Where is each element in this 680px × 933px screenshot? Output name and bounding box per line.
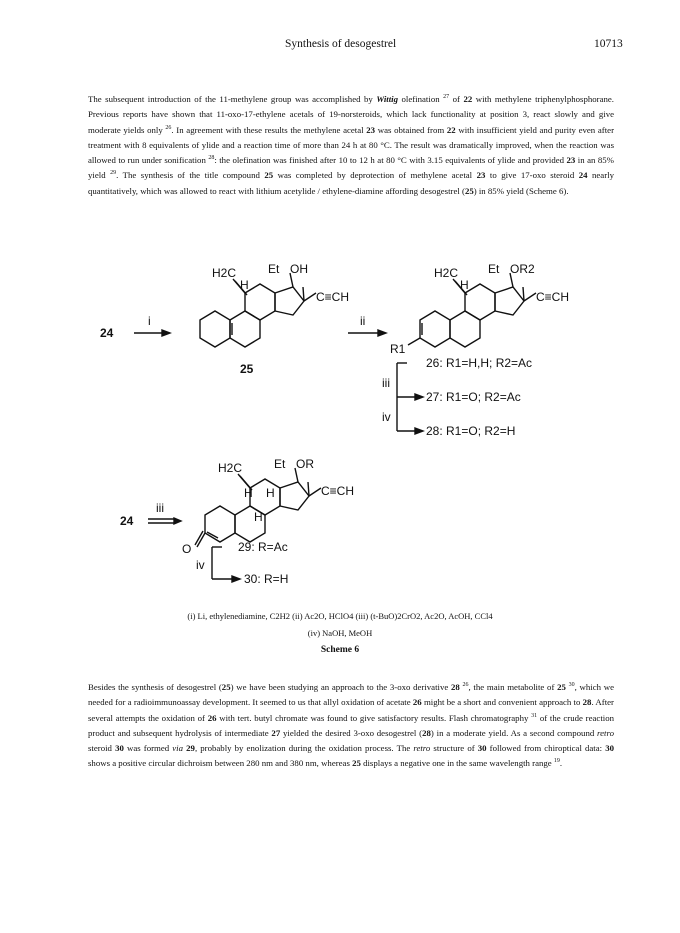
compound-ref: 27: [271, 727, 281, 738]
compound-ref: 29: [186, 743, 195, 754]
compound-label-25: 25: [240, 362, 254, 376]
citation: 26: [462, 682, 469, 689]
citation: 26: [165, 124, 172, 131]
steroid-29-30-structure: [195, 468, 321, 547]
scheme-reagents-2: (iv) NaOH, MeOH: [307, 628, 373, 638]
citation: 29: [110, 170, 117, 177]
compound-28-entry: 28: R1=O; R2=H: [426, 424, 516, 438]
compound-label-24: 24: [100, 326, 114, 340]
step-label-iii: iii: [382, 376, 390, 390]
step-label-iii-bottom: iii: [156, 501, 164, 515]
steroid-26-28-structure: [408, 273, 536, 347]
compound-ref: 23: [366, 124, 376, 135]
compound-ref: 24: [578, 170, 588, 181]
compound-label-24-bottom: 24: [120, 514, 134, 528]
compound-ref: 22: [463, 94, 473, 104]
compound-ref: 28: [451, 682, 460, 692]
compound-ref: 25: [264, 170, 274, 181]
compound-30-entry: 30: R=H: [244, 572, 289, 586]
paragraph-olefination: The subsequent introduction of the 11-methylene group was accomplished by Wittig olefination $^{27}$ of 22 with methylene triphenylphosphorane. Previous reports have shown that 11-oxo-17-ethylene acetals of 19-norsteroids, which lack functionality at position 3, react slowly and give moderate yields only $^{26}$. In agreement with these results the methylene acetal 23 was obtained from 22 with insufficient yield and purity even after treatment with 8 equivalents of ylide and a reaction time of more than 24 h at 80 °C. The result was dramatically improved, when the reaction was allowed to run under sonification $^{28}$: the olefination was finished after 10 to 12 h at 80 °C with 3.15 equivalents of ylide and provided 23 in an 85% yield $^{29}$. The synthesis of the title compound 25 was completed by deprotection of methylene acetal 23 to give 17-oxo steroid 24 nearly quantitatively, which was allowed to react with lithium acetylide / ethylene-diamine affording desogestrel (25) in 85% yield (Scheme 6).: [88, 94, 614, 196]
step-label-i: i: [148, 314, 151, 328]
h-label: H: [266, 486, 275, 500]
compound-26-entry: 26: R1=H,H; R2=Ac: [426, 356, 533, 370]
ethyl-label: Et: [488, 262, 500, 276]
ethynyl-label: C≡CH: [316, 290, 349, 304]
step-label-iv-bottom: iv: [196, 558, 205, 572]
steroid-25-structure: [200, 273, 316, 347]
compound-ref: 23: [566, 155, 576, 166]
h-label: H: [244, 486, 253, 500]
step-label-ii: ii: [360, 314, 366, 328]
compound-ref: 30: [605, 743, 615, 754]
compound-ref: 25: [352, 758, 361, 769]
compound-ref: 28: [582, 697, 592, 708]
compound-ref: 26: [207, 712, 217, 723]
h2c-label: H2C: [434, 266, 459, 280]
citation: 30: [568, 682, 575, 689]
h2c-label: H2C: [212, 266, 237, 280]
citation: 19: [553, 758, 560, 765]
h-label: H: [460, 278, 469, 292]
or-label: OR: [296, 457, 314, 471]
running-title: Synthesis of desogestrel: [285, 38, 397, 50]
compound-ref: 28: [422, 727, 431, 738]
compound-ref: 23: [476, 170, 486, 181]
compound-ref: 22: [446, 124, 456, 135]
ethynyl-label: C≡CH: [321, 484, 354, 498]
compound-ref: 30: [115, 743, 124, 754]
scheme-reagents: (i) Li, ethylenediamine, C2H2 (ii) Ac2O, HClO4 (iii) (t-BuO)2CrO2, Ac2O, AcOH, CCl4: [187, 611, 493, 621]
compound-29-entry: 29: R=Ac: [238, 540, 288, 554]
citation: 31: [531, 712, 538, 719]
compound-ref: 25: [557, 682, 566, 692]
compound-ref: 30: [477, 743, 487, 754]
r1-label: R1: [390, 342, 406, 356]
or2-label: OR2: [510, 262, 535, 276]
h-label: H: [240, 278, 249, 292]
citation: 28: [208, 155, 215, 162]
compound-27-entry: 27: R1=O; R2=Ac: [426, 390, 521, 404]
oxo-label: O: [182, 542, 192, 556]
compound-ref: 26: [412, 697, 422, 708]
scheme-title: Scheme 6: [320, 645, 360, 655]
h-label: H: [254, 510, 263, 524]
ethyl-label: Et: [268, 262, 280, 276]
page-number: 10713: [594, 38, 623, 50]
h2c-label: H2C: [218, 461, 243, 475]
citation: 27: [443, 94, 450, 101]
compound-ref: 25: [221, 682, 231, 692]
hydroxyl-label: OH: [290, 262, 308, 276]
ethynyl-label: C≡CH: [536, 290, 569, 304]
scheme-6-figure: [90, 235, 610, 605]
ethyl-label: Et: [274, 457, 286, 471]
compound-ref: 25: [464, 185, 474, 196]
paragraph-oxidation: Besides the synthesis of desogestrel (25) we have been studying an approach to the 3-oxo derivative 28 $^{26}$, the main metabolite of 25 $^{30}$, which we needed for a radioimmunoassay development. It seemed to us that allyl oxidation of acetate 26 might be a short and convenient approach to 28. After several attempts the oxidation of 26 with tert. butyl chromate was found to give satisfactory results. Flash chromatography $^{31}$ of the crude reaction product and subsequent hydrolysis of intermediate 27 yielded the desired 3-oxo desogestrel (28) in a moderate yield. As a second compound retro steroid 30 was formed via 29, probably by enolization during the oxidation process. The retro structure of 30 followed from chiroptical data: 30 shows a positive circular dichroism between 280 nm and 380 nm, whereas 25 displays a negative one in the same wavelength range $^{19}$.: [88, 682, 615, 769]
reaction-scheme-svg: [90, 235, 610, 605]
step-label-iv: iv: [382, 410, 391, 424]
